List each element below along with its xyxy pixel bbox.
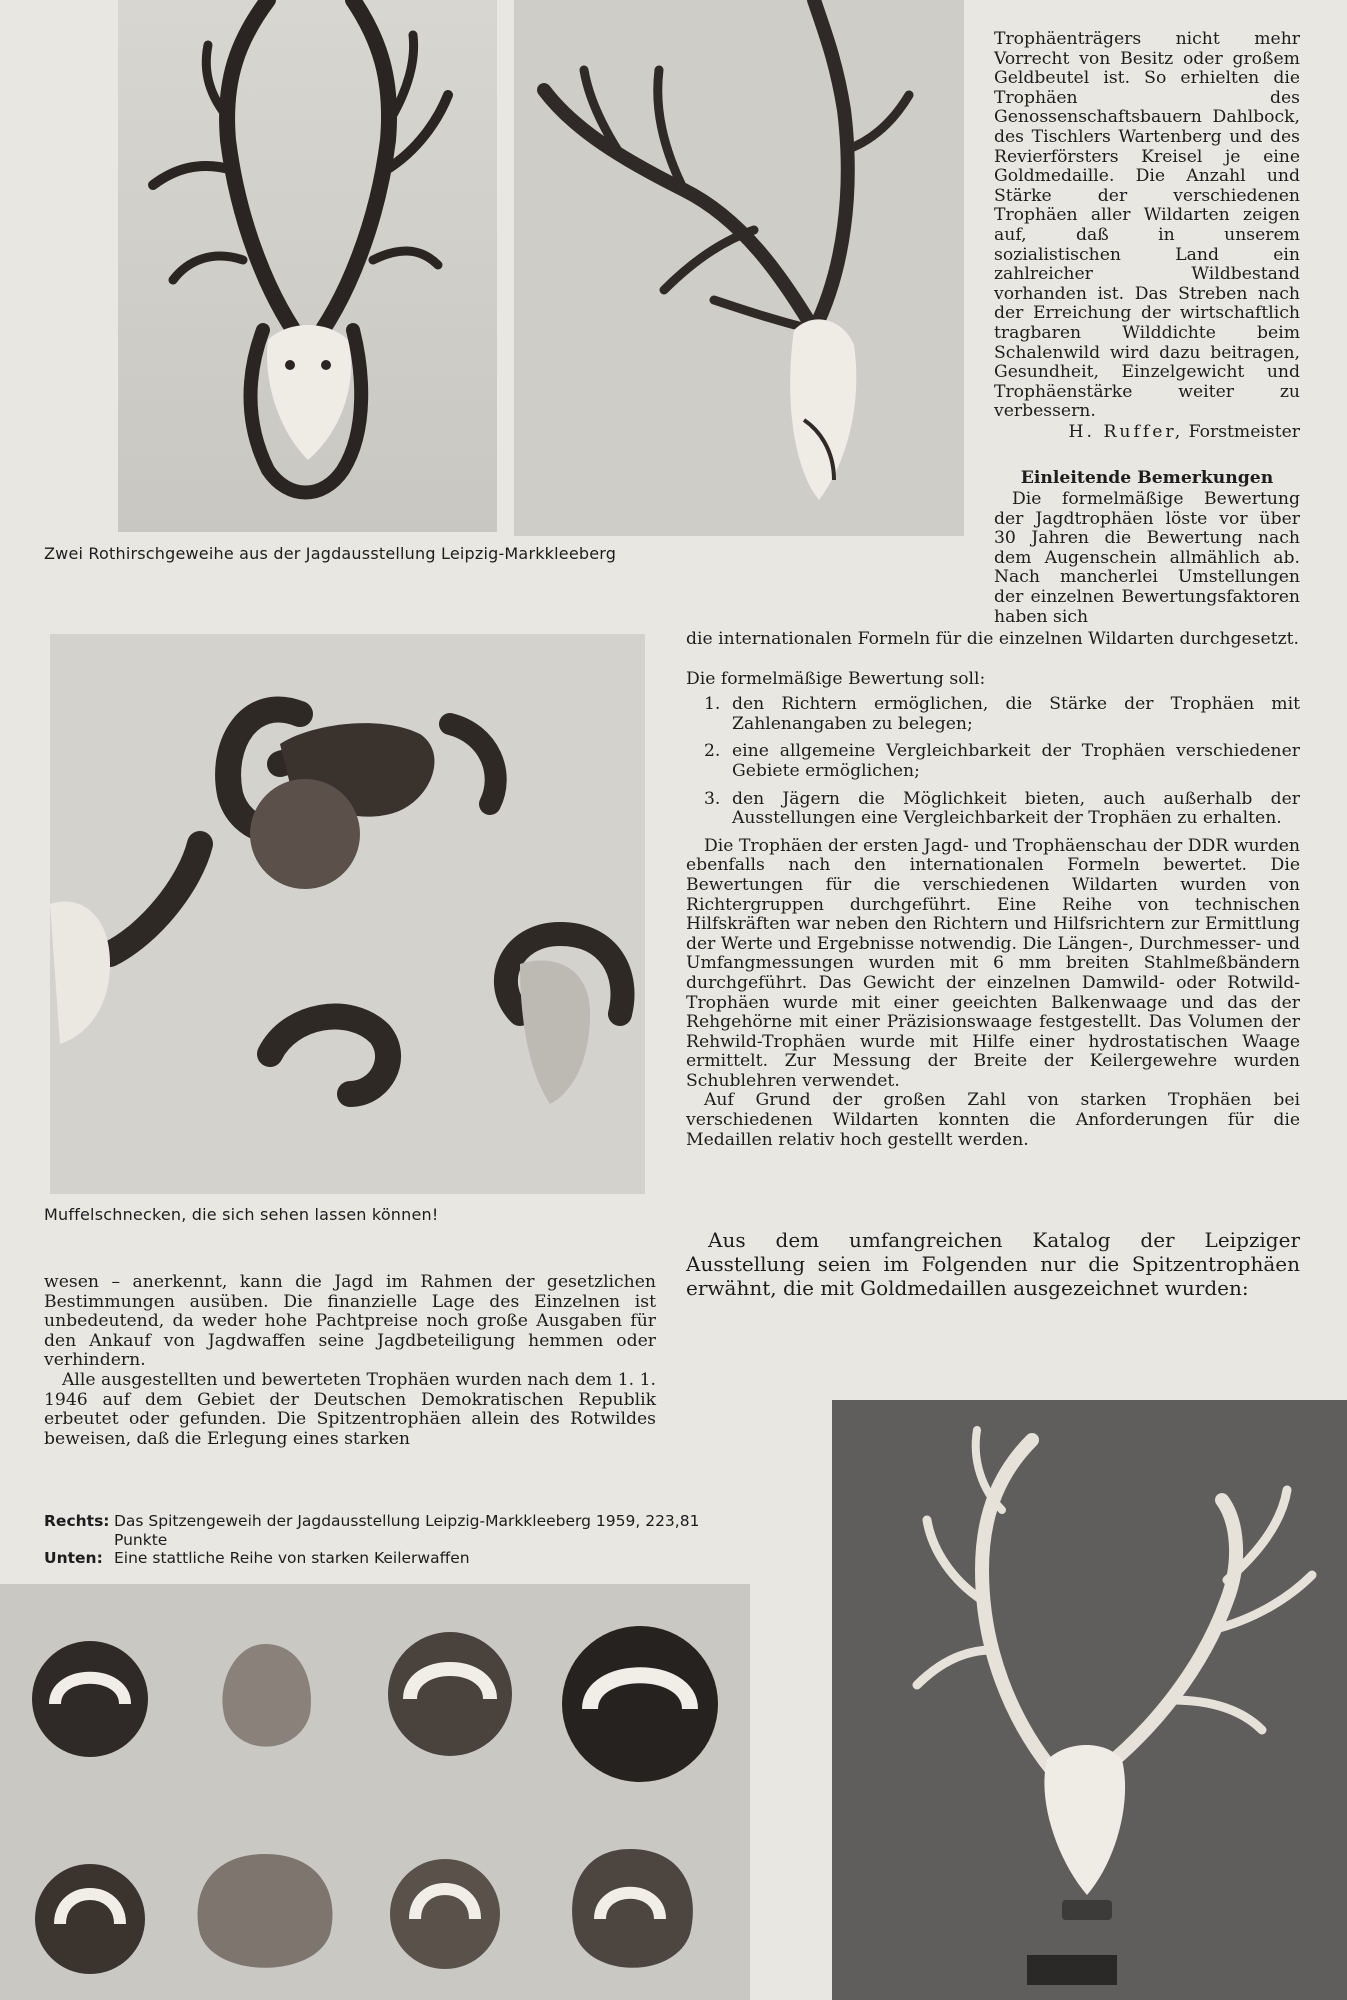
- list-item-text: den Jägern die Möglichkeit bieten, auch außerhalb der Ausstellungen eine Vergleichbarkeit der Trophäen zu erhalten.: [732, 788, 1300, 829]
- intro-paragraph: Die formelmäßige Bewertung der Jagdtrophäen löste vor über 30 Jahren die Bewertung nach dem Augenschein allmählich ab. Nach mancherlei Umstellungen der einzelnen Bewertungsfaktoren haben sich: [994, 489, 1300, 627]
- photo-red-deer-antler-left: [118, 0, 497, 532]
- caption-mouflon: Muffelschnecken, die sich sehen lassen können!: [44, 1205, 439, 1224]
- signature-title: Forstmeister: [1188, 421, 1300, 442]
- list-item: [686, 742, 1300, 781]
- mouflon-horns-illustration: [50, 634, 645, 1194]
- photo-captions: [44, 1512, 724, 1568]
- intro-continuation: die internationalen Formeln für die einzelnen Wildarten durchgesetzt.: [686, 629, 1300, 649]
- top-trophy-antler-illustration: [832, 1400, 1347, 2000]
- column-top-right: [994, 30, 1300, 442]
- boar-tusks-illustration: [0, 1584, 750, 2000]
- section-heading: Einleitende Bemerkungen: [1020, 468, 1274, 488]
- list-item: [686, 695, 1300, 734]
- list-intro: Die formelmäßige Bewertung soll:: [686, 668, 986, 689]
- section-body: [686, 630, 1300, 1150]
- paragraph-hunting-rights: wesen – anerkennt, kann die Jagd im Rahmen der gesetzlichen Bestimmungen ausüben. Die finanzielle Lage des Einzelnen ist unbedeutend, da weder hohe Pachtpreise noch große Ausgaben für den Ankauf von Jagdwaffen seine Jagdbeteiligung hemmen oder verhindern.: [44, 1272, 656, 1371]
- list-item-text: den Richtern ermöglichen, die Stärke der Trophäen mit Zahlenangaben zu belegen;: [732, 694, 1300, 734]
- red-deer-antler-illustration: [118, 0, 497, 532]
- criteria-list: [686, 695, 1300, 829]
- red-deer-antler-illustration-2: [514, 0, 964, 536]
- paragraph-trophies-origin: Alle ausgestellten und bewerteten Trophäen wurden nach dem 1. 1. 1946 auf dem Gebiet der Deutschen Demokratischen Republik erbeutet oder gefunden. Die Spitzentrophäen allein des Rotwildes beweisen, daß die Erlegung eines starken: [44, 1369, 656, 1449]
- list-item-text: eine allgemeine Vergleichbarkeit der Trophäen verschiedener Gebiete ermöglichen;: [732, 741, 1300, 781]
- caption-label-right: Rechts:: [44, 1512, 110, 1530]
- photo-boar-tusks: [0, 1584, 750, 2000]
- caption-antlers: Zwei Rothirschgeweihe aus der Jagdausstellung Leipzig-Markkleeberg: [44, 544, 617, 563]
- signature-name: H. Ruffer,: [1068, 421, 1184, 442]
- list-item: [686, 790, 1300, 829]
- paragraph-trophy-owners: Trophäenträgers nicht mehr Vorrecht von Besitz oder großem Geldbeutel ist. So erhielten die Trophäen des Genossenschaftsbauern Dahlbock, des Tischlers Wartenberg und des Revierförsters Kreisel je eine Goldmedaille. Die Anzahl und Stärke der verschiedenen Trophäen aller Wildarten zeigen auf, daß in unserem sozialistischen Land ein zahlreicher Wildbestand vorhanden ist. Das Streben nach der Erreichung der wirtschaftlich tragbaren Wilddichte beim Schalenwild wird dazu beitragen, Gesundheit, Einzelgewicht und Trophäenstärke weiter zu verbessern.: [994, 29, 1300, 422]
- paragraph-medals: Auf Grund der großen Zahl von starken Trophäen bei verschiedenen Wildarten konnten die Anforderungen für die Medaillen relativ hoch gestellt werden.: [686, 1090, 1300, 1150]
- photo-mouflon-horns: [50, 634, 645, 1194]
- caption-text-below: Eine stattliche Reihe von starken Keilerwaffen: [114, 1549, 470, 1567]
- caption-label-below: Unten:: [44, 1549, 103, 1567]
- list-item-number: 3.: [704, 788, 721, 809]
- list-item-number: 1.: [704, 694, 721, 715]
- photo-red-deer-antler-right: [514, 0, 964, 536]
- caption-row-below: [44, 1549, 724, 1568]
- caption-row-right: [44, 1512, 724, 1549]
- caption-text-right: Das Spitzengeweih der Jagdausstellung Leipzig-Markkleeberg 1959, 223,81 Punkte: [114, 1512, 700, 1549]
- photo-top-trophy-antler: [832, 1400, 1347, 2000]
- signature: [994, 422, 1300, 442]
- section-intro: [994, 490, 1300, 627]
- column-left: [44, 1273, 656, 1449]
- list-item-number: 2.: [704, 741, 721, 762]
- paragraph-evaluation: Die Trophäen der ersten Jagd- und Trophäenschau der DDR wurden ebenfalls nach den internationalen Formeln bewertet. Die Bewertungen für die verschiedenen Wildarten wurden von Richtergruppen durchgeführt. Eine Reihe von technischen Hilfskräften war neben den Richtern und Hilfsrichtern zur Ermittlung der Werte und Ergebnisse notwendig. Die Längen-, Durchmesser- und Umfangmessungen wurden mit 6 mm breiten Stahlmeßbändern durchgeführt. Das Gewicht der einzelnen Damwild- oder Rotwild-Trophäen wurde mit einer geeichten Balkenwaage und das der Rehgehörne mit einer Präzisionswaage festgestellt. Das Volumen der Rehwild-Trophäen wurde mit Hilfe einer hydrostatischen Waage ermittelt. Zur Messung der Breite der Keilergewehre wurden Schublehren verwendet.: [686, 835, 1300, 1091]
- lead-text: Aus dem umfangreichen Katalog der Leipziger Ausstellung seien im Folgenden nur die Spitzentrophäen erwähnt, die mit Goldmedaillen ausgezeichnet wurden:: [686, 1228, 1300, 1300]
